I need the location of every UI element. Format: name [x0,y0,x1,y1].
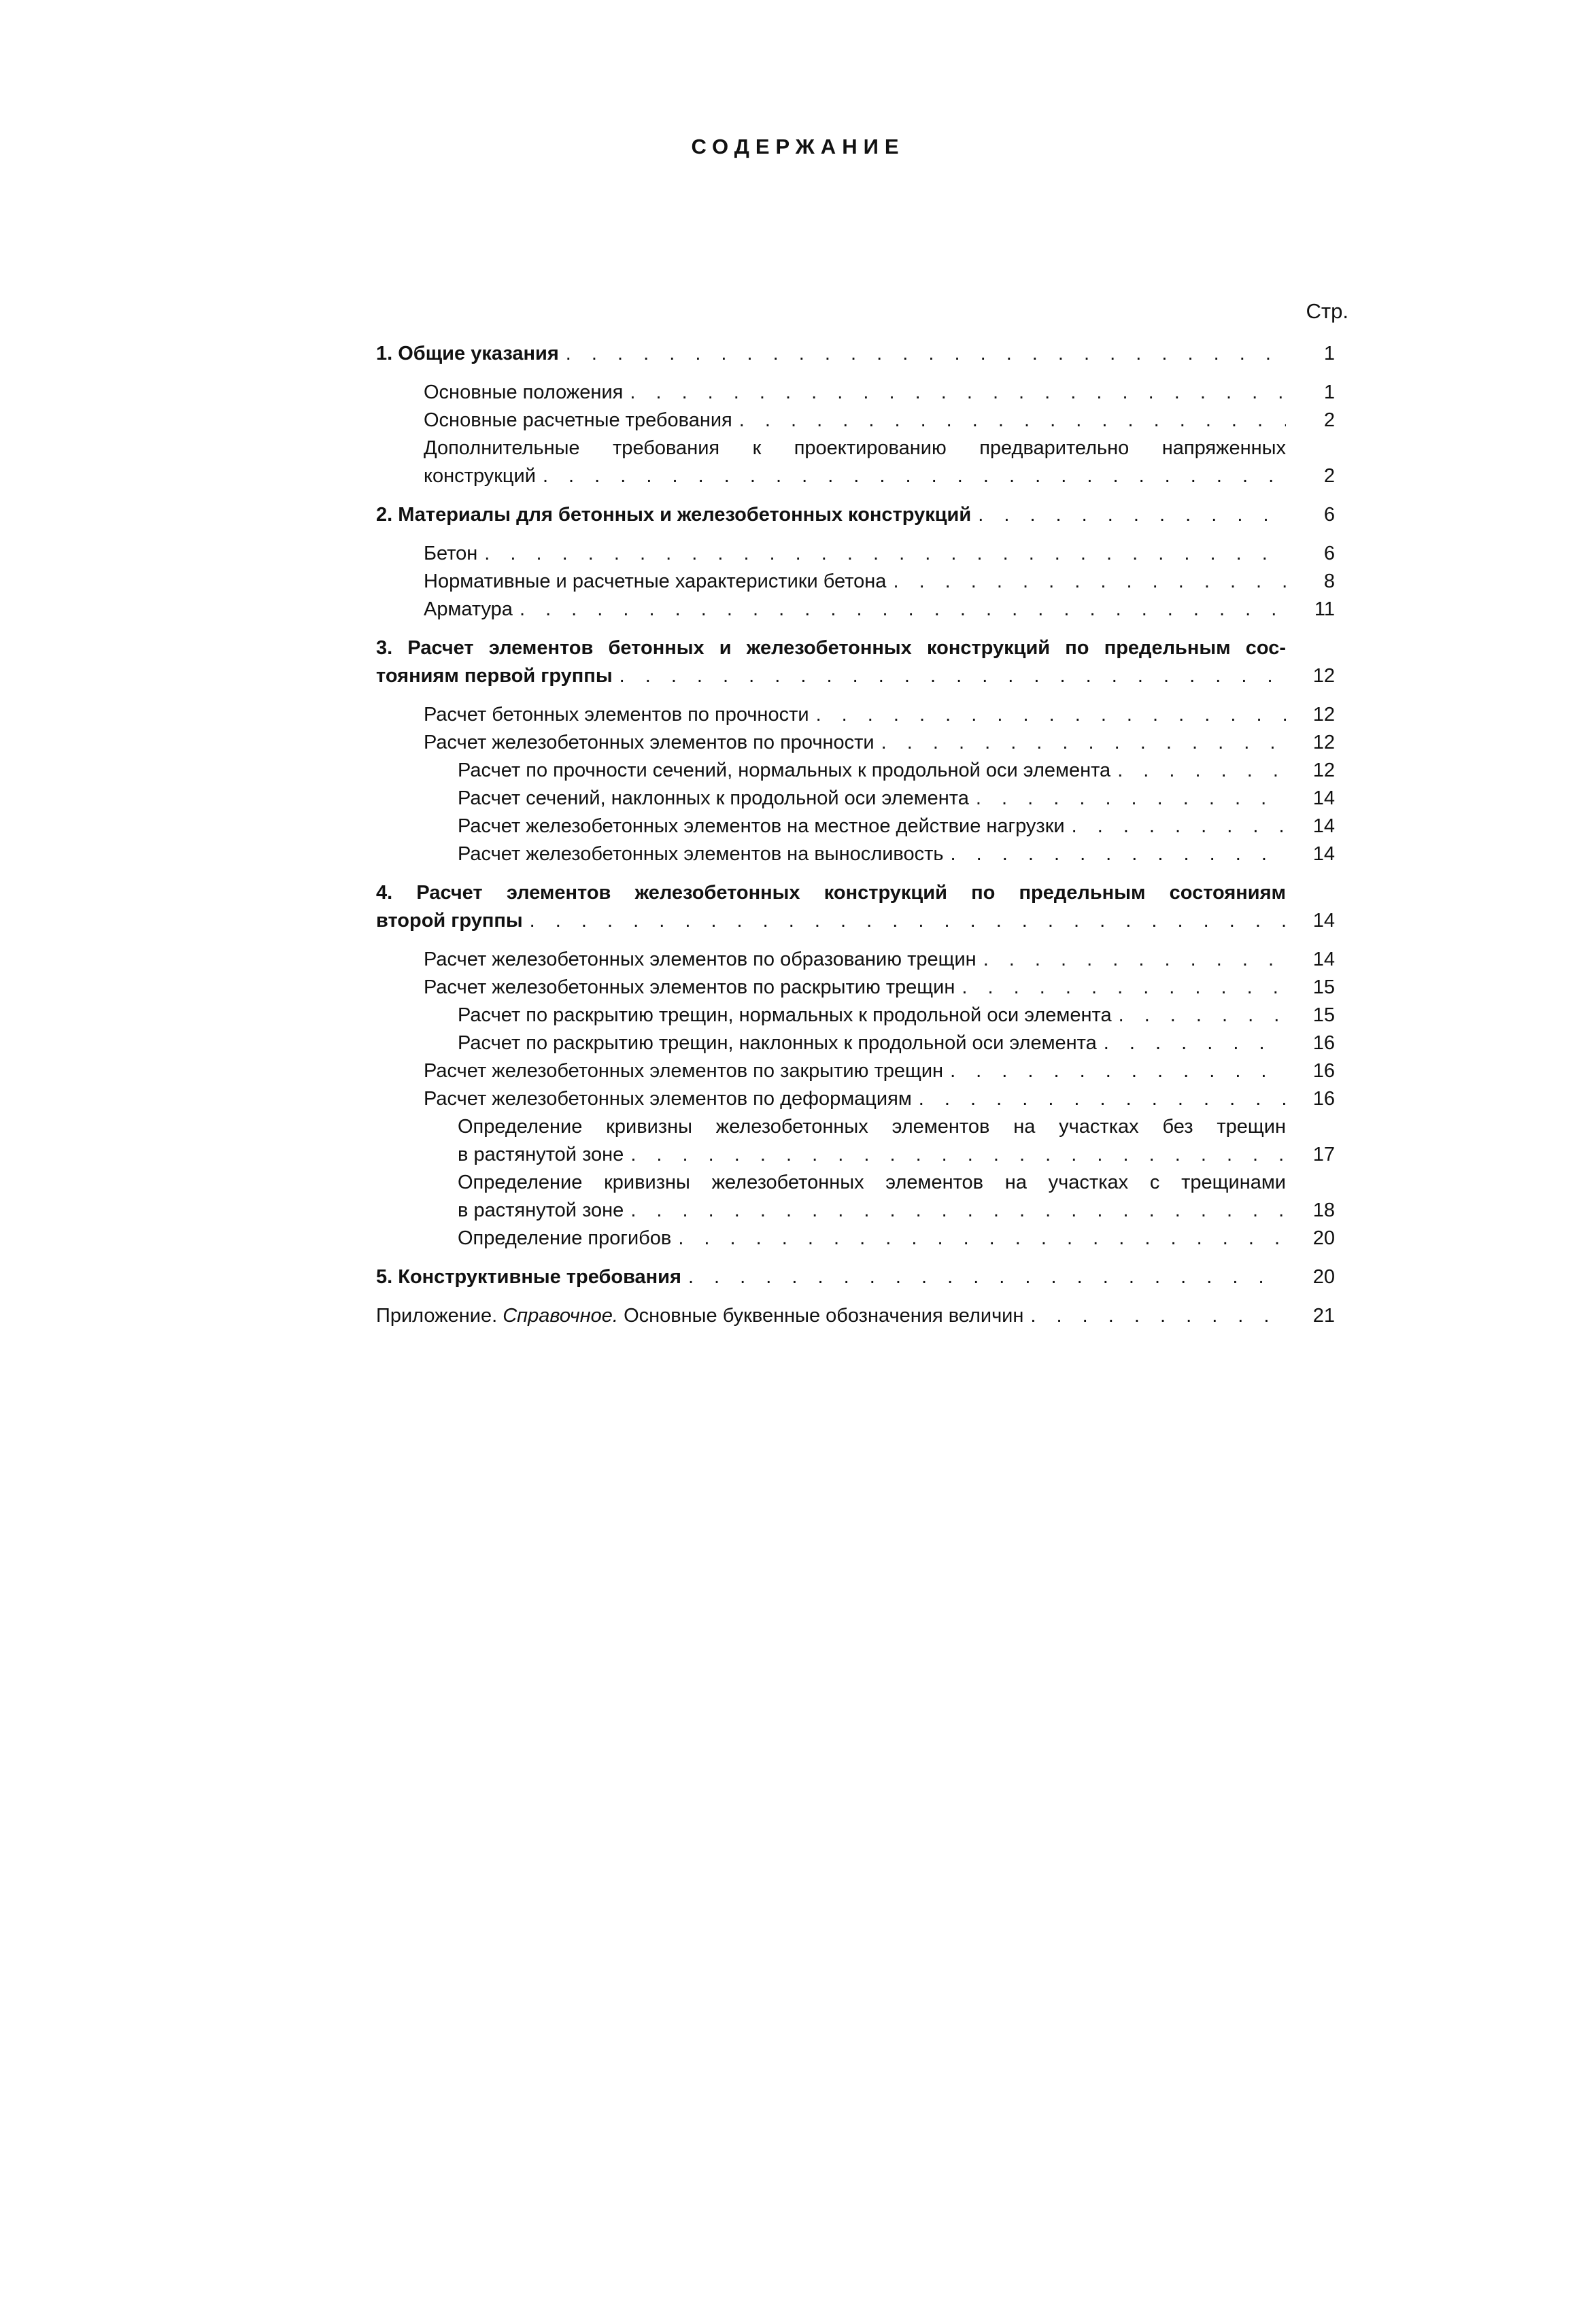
toc-page-number: 14 [1312,815,1335,837]
toc-entry-text: Расчет по раскрытию трещин, нормальных к продольной оси элемента [458,1004,1112,1026]
dot-leader [530,907,1286,935]
toc-entry-text-line1: Определение кривизны железобетонных элементов на участках без трещин [458,1116,1286,1138]
toc-page-number: 11 [1314,598,1335,620]
toc-entry-text [376,1302,1030,1330]
toc-page-number: 17 [1312,1144,1335,1165]
toc-subsubentry[interactable] [376,1002,1335,1029]
toc-subsubentry[interactable] [376,813,1335,840]
toc-entry-text: Расчет железобетонных элементов на местное действие нагрузки [458,815,1065,837]
dot-leader [1072,813,1286,840]
toc-entry-text: тояниям первой группы [376,665,613,687]
toc-subsubentry[interactable] [376,1169,1335,1225]
toc-page-number: 16 [1312,1060,1335,1082]
toc-subsubentry[interactable] [376,757,1335,785]
toc-page-number: 12 [1312,704,1335,726]
toc-section-5[interactable] [376,1263,1335,1291]
dot-leader [1104,1029,1286,1057]
appendix-title: Основные буквенные обозначения величин [624,1305,1024,1327]
toc-entry-text-line1: 3. Расчет элементов бетонных и железобетонных конструкций по предельным сос- [376,637,1286,659]
toc-page-number: 12 [1312,732,1335,753]
toc-entry-text: Бетон [424,543,478,564]
toc-section-2[interactable] [376,501,1335,529]
toc-page-number: 6 [1323,504,1335,526]
toc-entry-text: Основные положения [424,381,624,403]
appendix-type: Справочное. [503,1305,618,1327]
appendix-label: Приложение. [376,1305,498,1327]
toc-section-3[interactable] [376,634,1335,690]
dot-leader [816,701,1286,729]
toc-entry-text: Расчет железобетонных элементов по прочности [424,732,875,753]
toc-entry-text: Арматура [424,598,513,620]
toc-entry-text: 2. Материалы для бетонных и железобетонных конструкций [376,504,972,526]
dot-leader [678,1225,1286,1252]
toc-subentry[interactable] [376,701,1335,729]
dot-leader [619,662,1286,690]
toc-page-number: 16 [1312,1032,1335,1054]
toc-entry-text: конструкций [424,465,536,487]
toc-page-number: 15 [1312,976,1335,998]
toc-subsubentry[interactable] [376,1113,1335,1169]
toc-entry-text: в растянутой зоне [458,1144,624,1165]
toc-subentry[interactable] [376,946,1335,974]
dot-leader [950,1057,1286,1085]
toc-page-number: 8 [1323,570,1335,592]
toc-page-number: 2 [1323,465,1335,487]
toc-page-number: 6 [1323,543,1335,564]
toc-page-number: 15 [1312,1004,1335,1026]
toc-page-number: 14 [1312,843,1335,865]
toc-entry-text-line1: 4. Расчет элементов железобетонных конструкций по предельным состояниям [376,882,1286,904]
toc-entry-text: Расчет по прочности сечений, нормальных к продольной оси элемента [458,760,1111,781]
toc-page-number: 12 [1312,760,1335,781]
toc-entry-text: Определение прогибов [458,1227,672,1249]
page-title: СОДЕРЖАНИЕ [691,135,905,158]
dot-leader [520,596,1286,624]
dot-leader [962,974,1286,1002]
toc-page-number: 18 [1312,1199,1335,1221]
dot-leader [630,1141,1286,1169]
toc-subentry[interactable] [376,540,1335,568]
dot-leader [630,379,1286,407]
toc-entry-text: Расчет по раскрытию трещин, наклонных к продольной оси элемента [458,1032,1097,1054]
page-number-column-header: Стр. [1306,299,1348,323]
toc-page-number: 14 [1312,910,1335,932]
dot-leader [543,462,1286,490]
toc-page-number: 16 [1312,1088,1335,1110]
toc-entry-text: Расчет железобетонных элементов по образованию трещин [424,949,977,970]
toc-subsubentry[interactable] [376,840,1335,868]
toc-subentry[interactable] [376,1085,1335,1113]
toc-subentry[interactable] [376,379,1335,407]
toc-subentry[interactable] [376,1057,1335,1085]
toc-entry-text: Расчет железобетонных элементов по деформациям [424,1088,912,1110]
toc-page-number: 12 [1312,665,1335,687]
toc-subentry[interactable] [376,974,1335,1002]
toc-page-number: 21 [1312,1305,1335,1327]
toc-entry-text: 5. Конструктивные требования [376,1266,681,1288]
toc-entry-text-line1: Определение кривизны железобетонных элементов на участках с трещинами [458,1172,1286,1193]
toc-entry-text: Расчет бетонных элементов по прочности [424,704,809,726]
toc-appendix[interactable] [376,1302,1335,1330]
toc-subentry[interactable] [376,596,1335,624]
toc-entry-text: Расчет железобетонных элементов по закрытию трещин [424,1060,944,1082]
toc-page-number: 14 [1312,949,1335,970]
toc-page-number: 1 [1323,381,1335,403]
dot-leader [739,407,1286,434]
toc-subentry[interactable] [376,407,1335,434]
dot-leader [688,1263,1286,1291]
toc-page-number: 14 [1312,787,1335,809]
table-of-contents [376,340,1335,1330]
dot-leader [893,568,1286,596]
toc-entry-text: Расчет сечений, наклонных к продольной оси элемента [458,787,969,809]
dot-leader [881,729,1286,757]
toc-entry-text: Расчет железобетонных элементов на выносливость [458,843,944,865]
dot-leader [951,840,1287,868]
toc-subsubentry[interactable] [376,1225,1335,1252]
toc-entry-text: второй группы [376,910,523,932]
dot-leader [919,1085,1286,1113]
toc-subentry[interactable] [376,729,1335,757]
dot-leader [484,540,1286,568]
toc-entry-text: Основные расчетные требования [424,409,732,431]
dot-leader [1030,1302,1286,1330]
dot-leader [978,501,1286,529]
dot-leader [630,1197,1286,1225]
toc-entry-text: в растянутой зоне [458,1199,624,1221]
dot-leader [566,340,1286,368]
toc-page-number: 20 [1312,1227,1335,1249]
toc-entry-text: 1. Общие указания [376,343,559,364]
toc-section-4[interactable] [376,879,1335,935]
toc-subsubentry[interactable] [376,785,1335,813]
toc-page-number: 1 [1323,343,1335,364]
dot-leader [1119,1002,1286,1029]
dot-leader [976,785,1286,813]
toc-entry-text-line1: Дополнительные требования к проектированию предварительно напряженных [424,437,1286,459]
toc-entry-text: Нормативные и расчетные характеристики бетона [424,570,887,592]
toc-page-number: 20 [1312,1266,1335,1288]
toc-subentry[interactable] [376,568,1335,596]
dot-leader [1117,757,1286,785]
toc-page-number: 2 [1323,409,1335,431]
toc-subsubentry[interactable] [376,1029,1335,1057]
toc-entry-text: Расчет железобетонных элементов по раскрытию трещин [424,976,955,998]
toc-subentry[interactable] [376,434,1335,490]
dot-leader [983,946,1286,974]
toc-section-1[interactable] [376,340,1335,368]
